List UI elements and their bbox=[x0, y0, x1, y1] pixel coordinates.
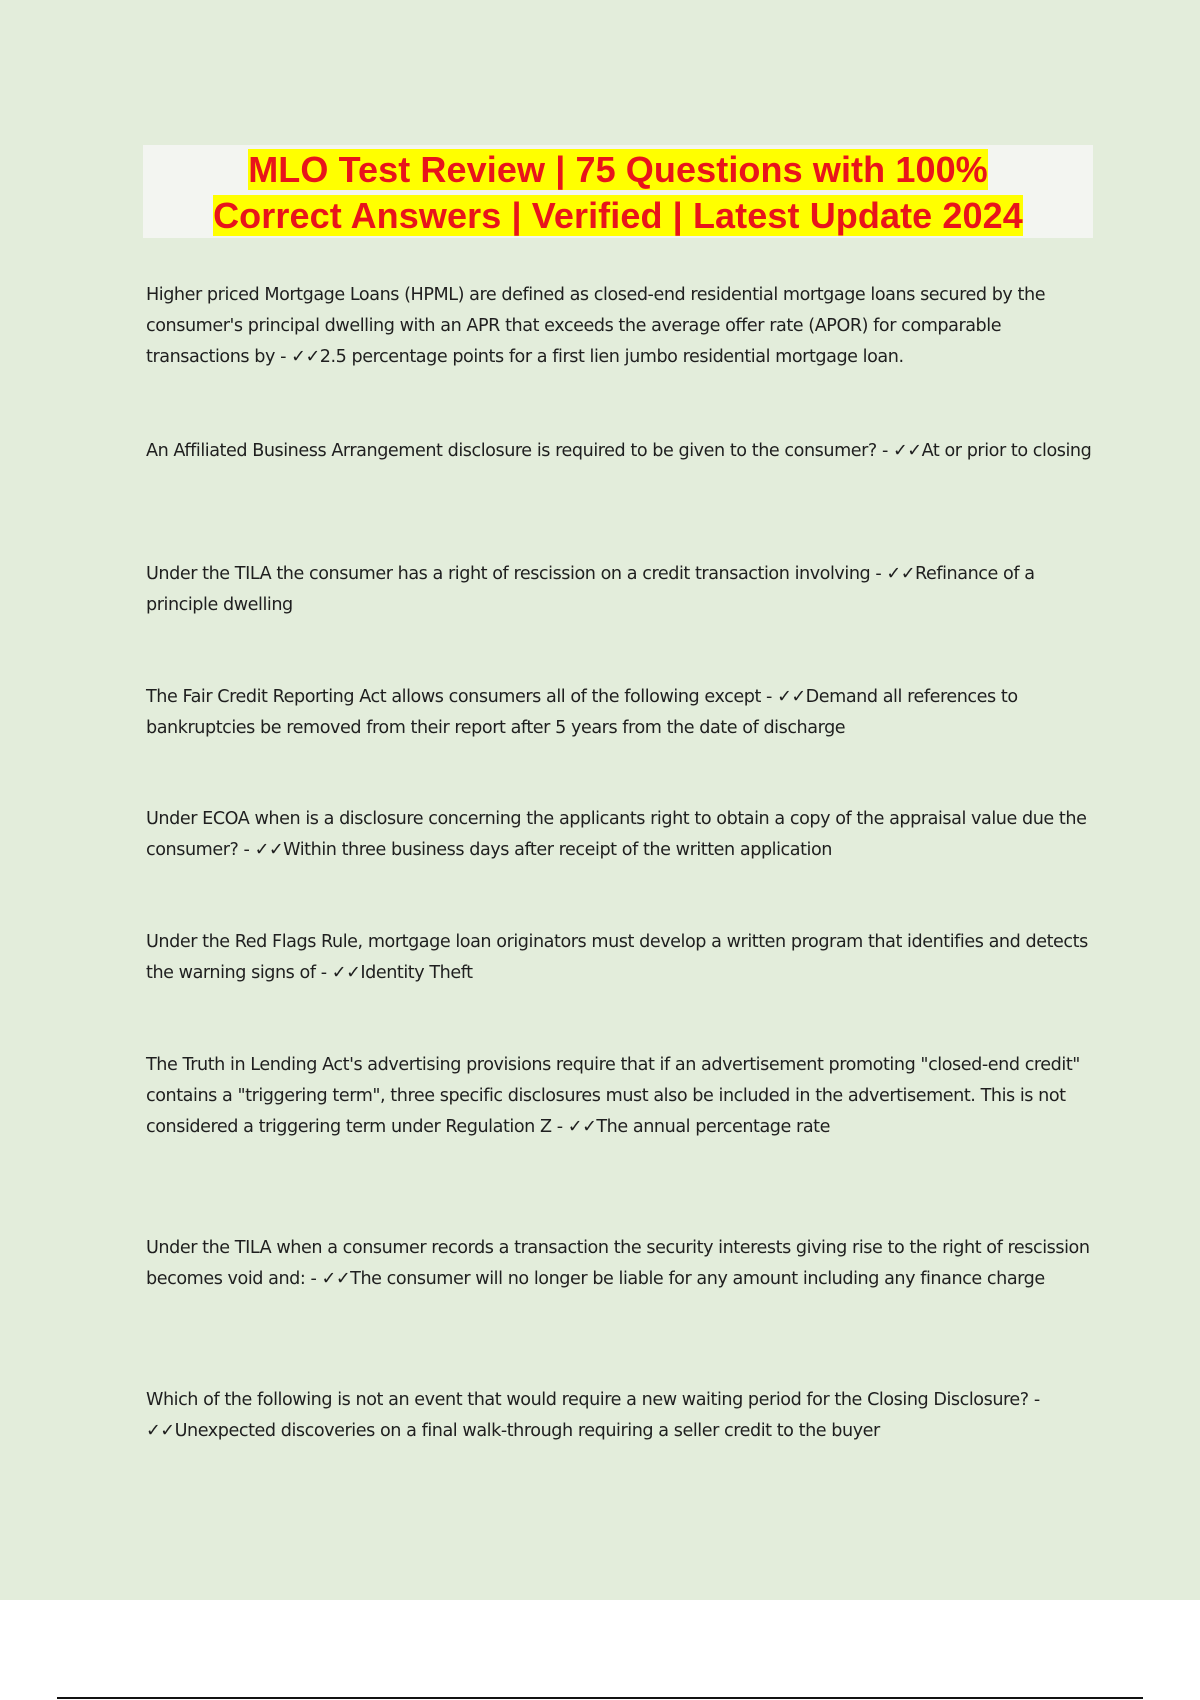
qa-item bbox=[146, 804, 1096, 866]
check-mark-icon: ✓✓ bbox=[893, 441, 922, 461]
question-text: Under the TILA when a consumer records a transaction the security interests giving rise to the right of rescission becomes void and: - bbox=[146, 1238, 1090, 1289]
check-mark-icon: ✓✓ bbox=[331, 963, 361, 983]
qa-item bbox=[146, 559, 1096, 621]
check-mark-icon: ✓✓ bbox=[321, 1269, 351, 1289]
answer-text: The consumer will no longer be liable for any amount including any finance charge bbox=[350, 1269, 1045, 1289]
document-title bbox=[143, 145, 1093, 238]
title-line-1: MLO Test Review | 75 Questions with 100% bbox=[248, 149, 988, 190]
answer-text: At or prior to closing bbox=[921, 441, 1092, 461]
question-text: An Affiliated Business Arrangement disclosure is required to be given to the consumer? - bbox=[146, 441, 894, 461]
qa-item bbox=[146, 436, 1096, 467]
check-mark-icon: ✓✓ bbox=[777, 687, 806, 707]
check-mark-icon: ✓✓ bbox=[567, 1117, 597, 1137]
question-text: The Fair Credit Reporting Act allows consumers all of the following except - bbox=[146, 687, 778, 707]
answer-text: Identity Theft bbox=[360, 963, 473, 983]
answer-text: Demand all references to bankruptcies be removed from their report after 5 years from the date of discharge bbox=[146, 687, 1018, 738]
answer-text: Refinance of a principle dwelling bbox=[146, 564, 1035, 615]
question-text: Under ECOA when is a disclosure concerning the applicants right to obtain a copy of the appraisal value due the consumer? - bbox=[146, 809, 1087, 860]
question-text: Under the Red Flags Rule, mortgage loan originators must develop a written program that identifies and detects the warning signs of - bbox=[146, 932, 1088, 983]
question-text: Higher priced Mortgage Loans (HPML) are defined as closed-end residential mortgage loans secured by the consumer's principal dwelling with an APR that exceeds the average offer rate (APOR) for comparable transactions by - bbox=[146, 285, 1046, 367]
title-line-2: Correct Answers | Verified | Latest Update 2024 bbox=[213, 195, 1023, 236]
qa-item bbox=[146, 280, 1096, 373]
question-text: The Truth in Lending Act's advertising provisions require that if an advertisement promoting "closed-end credit" contains a "triggering term", three specific disclosures must also be included in the advertisement. This is not considered a triggering term under Regulation Z - bbox=[146, 1055, 1080, 1137]
check-mark-icon: ✓✓ bbox=[291, 347, 320, 367]
qa-item bbox=[146, 1050, 1096, 1143]
check-mark-icon: ✓✓ bbox=[146, 1421, 175, 1441]
check-mark-icon: ✓✓ bbox=[254, 840, 284, 860]
answer-text: Within three business days after receipt of the written application bbox=[283, 840, 833, 860]
qa-item bbox=[146, 1233, 1096, 1295]
question-text: Which of the following is not an event that would require a new waiting period for the Closing Disclosure? - bbox=[146, 1390, 1040, 1410]
answer-text: The annual percentage rate bbox=[596, 1117, 830, 1137]
check-mark-icon: ✓✓ bbox=[886, 564, 916, 584]
answer-text: 2.5 percentage points for a first lien jumbo residential mortgage loan. bbox=[319, 347, 904, 367]
qa-item bbox=[146, 927, 1096, 989]
answer-text: Unexpected discoveries on a final walk-through requiring a seller credit to the buyer bbox=[174, 1421, 880, 1441]
question-text: Under the TILA the consumer has a right of rescission on a credit transaction involving - bbox=[146, 564, 887, 584]
footer-divider bbox=[57, 1697, 1143, 1699]
qa-item bbox=[146, 1385, 1096, 1447]
qa-item bbox=[146, 682, 1096, 744]
